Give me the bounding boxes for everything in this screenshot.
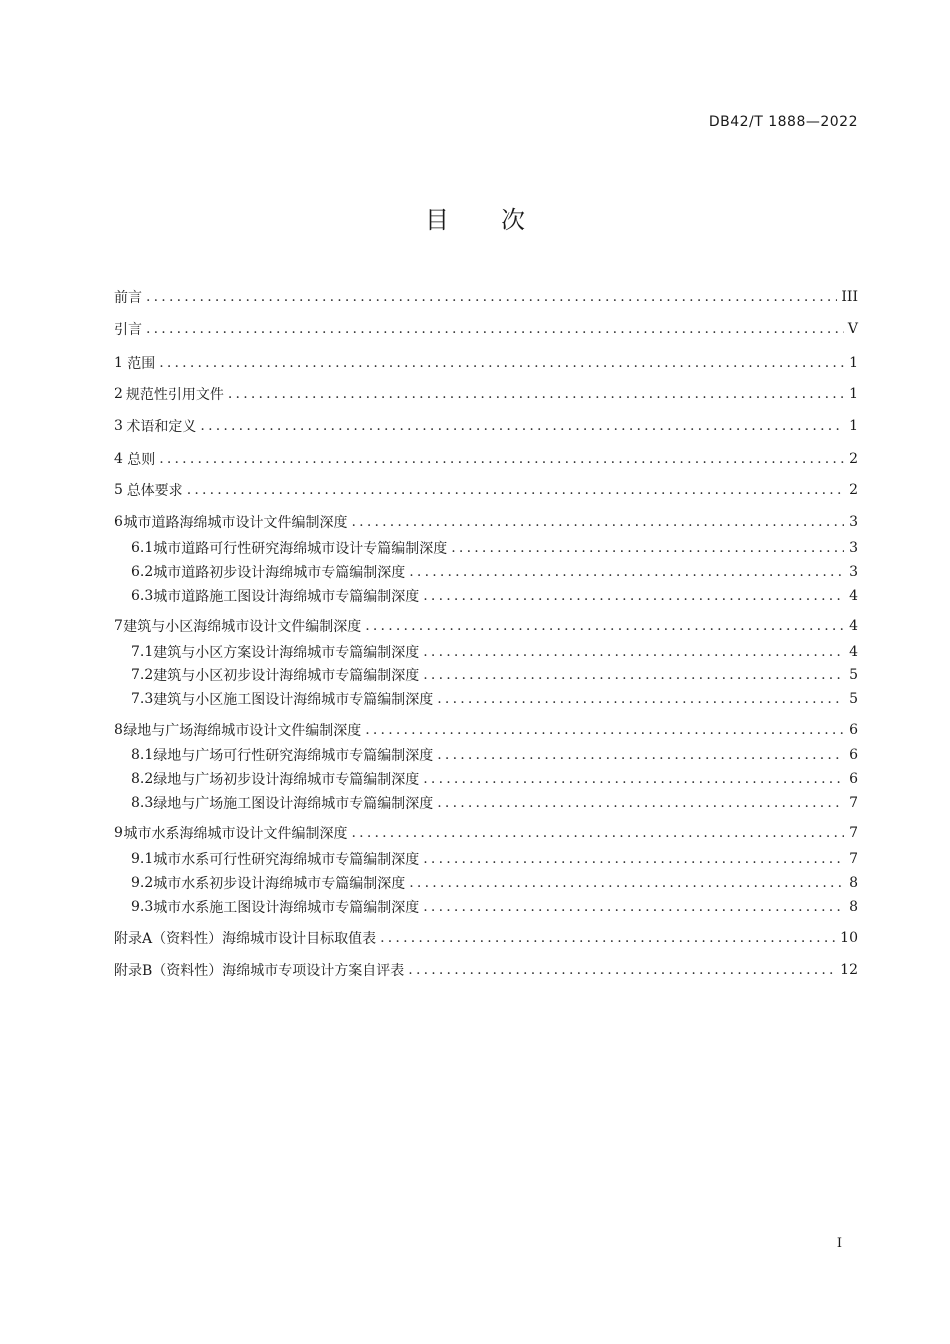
toc-page: 7: [849, 825, 858, 841]
toc-label: 城市水系施工图设计海绵城市专篇编制深度: [153, 900, 420, 916]
toc-entry-appendix-b[interactable]: [114, 959, 858, 981]
toc-entry-7[interactable]: [114, 615, 858, 637]
title-char-1: 目: [425, 206, 449, 234]
toc-page: 6: [849, 722, 858, 738]
toc-label: 总则: [127, 452, 156, 468]
toc-leader: [423, 899, 844, 915]
toc-page: 12: [840, 962, 858, 978]
toc-leader: [228, 386, 844, 402]
toc-page: 5: [849, 691, 858, 707]
toc-leader: [423, 851, 844, 867]
toc-label: 建筑与小区施工图设计海绵城市专篇编制深度: [153, 692, 434, 708]
toc-leader: [200, 418, 844, 434]
toc-entry-4[interactable]: [114, 448, 858, 470]
toc-page: 8: [849, 875, 858, 891]
toc-entry-2[interactable]: [114, 383, 858, 405]
toc-number: 3: [114, 418, 123, 434]
toc-number: 1: [114, 355, 123, 371]
toc-entry-9-1[interactable]: [131, 848, 858, 870]
toc-label: 规范性引用文件: [125, 387, 224, 403]
toc-entry-9[interactable]: [114, 822, 858, 844]
toc-page: 1: [849, 355, 858, 371]
toc-number: 4: [114, 451, 123, 467]
toc-number: 6: [114, 514, 123, 530]
toc-number: 8.1: [131, 747, 154, 763]
toc-leader: [365, 722, 844, 738]
toc-page: 6: [849, 747, 858, 763]
toc-entry-7-3[interactable]: [131, 688, 858, 710]
toc-label: 海绵城市专项设计方案自评表: [222, 963, 405, 979]
toc-label: 总体要求: [126, 483, 183, 499]
toc-leader: [352, 825, 844, 841]
title-char-2: 次: [501, 206, 525, 234]
toc-label: 前言: [114, 290, 142, 306]
toc-leader: [423, 588, 844, 604]
toc-entry-8-1[interactable]: [131, 744, 858, 766]
toc-label: 范围: [127, 356, 156, 372]
toc-entry-6-3[interactable]: [131, 585, 858, 607]
toc-entry-3[interactable]: [114, 415, 858, 437]
toc-leader: [409, 875, 844, 891]
page-title: [0, 200, 950, 235]
toc-label: 绿地与广场海绵城市设计文件编制深度: [123, 723, 362, 739]
toc-number: 9.3: [131, 899, 154, 915]
toc-number: 7.2: [131, 667, 154, 683]
toc-number: 9: [114, 825, 123, 841]
toc-number: 7.3: [131, 691, 154, 707]
toc-page: 2: [849, 482, 858, 498]
toc-page: 6: [849, 771, 858, 787]
toc-leader: [437, 795, 844, 811]
toc-number: 附录B（资料性）: [114, 963, 223, 979]
footer-page-number: I: [836, 1236, 842, 1251]
toc-page: 5: [849, 667, 858, 683]
toc-label: 建筑与小区初步设计海绵城市专篇编制深度: [153, 668, 420, 684]
toc-entry-8-2[interactable]: [131, 768, 858, 790]
toc-leader: [437, 747, 844, 763]
toc-number: 6.3: [131, 588, 154, 604]
toc-label: 绿地与广场可行性研究海绵城市专篇编制深度: [153, 748, 434, 764]
toc-label: 建筑与小区方案设计海绵城市专篇编制深度: [153, 645, 420, 661]
toc-page: 3: [849, 540, 858, 556]
toc-entry-5[interactable]: [114, 479, 858, 501]
toc-leader: [352, 514, 844, 530]
document-code: DB42/T 1888—2022: [708, 114, 858, 130]
toc-leader: [408, 962, 836, 978]
toc-leader: [423, 667, 844, 683]
toc-page: 10: [840, 930, 858, 946]
toc-leader: [365, 618, 844, 634]
toc-number: 9.1: [131, 851, 154, 867]
toc-entry-8-3[interactable]: [131, 792, 858, 814]
toc-entry-8[interactable]: [114, 719, 858, 741]
toc-page: 4: [849, 618, 858, 634]
toc-label: 城市水系初步设计海绵城市专篇编制深度: [153, 876, 406, 892]
toc-page: 4: [849, 644, 858, 660]
toc-number: 6.1: [131, 540, 154, 556]
toc-label: 绿地与广场施工图设计海绵城市专篇编制深度: [153, 796, 434, 812]
toc-page: 2: [849, 451, 858, 467]
toc-leader: [146, 289, 837, 305]
toc-entry-6-2[interactable]: [131, 561, 858, 583]
toc-number: 9.2: [131, 875, 154, 891]
toc-number: 7.1: [131, 644, 154, 660]
toc-entry-9-3[interactable]: [131, 896, 858, 918]
toc-label: 城市道路施工图设计海绵城市专篇编制深度: [153, 589, 420, 605]
toc-leader: [437, 691, 844, 707]
toc-number: 8.2: [131, 771, 154, 787]
toc-page: 7: [849, 795, 858, 811]
toc-leader: [380, 930, 836, 946]
toc-number: 2: [114, 386, 123, 402]
toc-leader: [423, 771, 844, 787]
toc-label: 城市水系可行性研究海绵城市专篇编制深度: [153, 852, 420, 868]
toc-entry-1[interactable]: [114, 352, 858, 374]
toc-label: 城市道路可行性研究海绵城市设计专篇编制深度: [153, 541, 448, 557]
toc-leader: [159, 355, 844, 371]
toc-page: 7: [849, 851, 858, 867]
toc-page: 4: [849, 588, 858, 604]
toc-label: 术语和定义: [126, 419, 197, 435]
toc-number: 8: [114, 722, 123, 738]
toc-label: 城市水系海绵城市设计文件编制深度: [123, 826, 348, 842]
toc-number: 7: [114, 618, 123, 634]
toc-leader: [423, 644, 844, 660]
toc-number: 8.3: [131, 795, 154, 811]
toc-page: III: [841, 289, 858, 305]
toc-page: V: [847, 321, 858, 337]
toc-number: 附录A（资料性）: [114, 931, 223, 947]
toc-leader: [187, 482, 844, 498]
toc-page: 8: [849, 899, 858, 915]
toc-entry-foreword[interactable]: [114, 286, 858, 308]
toc-leader: [409, 564, 844, 580]
toc-entry-7-1[interactable]: [131, 641, 858, 663]
toc-entry-appendix-a[interactable]: [114, 927, 858, 949]
toc-label: 城市道路初步设计海绵城市专篇编制深度: [153, 565, 406, 581]
toc-leader: [451, 540, 844, 556]
toc-entry-6[interactable]: [114, 511, 858, 533]
toc-entry-7-2[interactable]: [131, 664, 858, 686]
toc-number: 5: [114, 482, 123, 498]
toc-page: 3: [849, 514, 858, 530]
toc-entry-introduction[interactable]: [114, 318, 858, 340]
toc-label: 城市道路海绵城市设计文件编制深度: [123, 515, 348, 531]
toc-page: 3: [849, 564, 858, 580]
toc-entry-9-2[interactable]: [131, 872, 858, 894]
toc-leader: [146, 321, 844, 337]
toc-entry-6-1[interactable]: [131, 537, 858, 559]
toc-label: 引言: [114, 322, 142, 338]
toc-label: 绿地与广场初步设计海绵城市专篇编制深度: [153, 772, 420, 788]
toc-page: 1: [849, 418, 858, 434]
toc-page: 1: [849, 386, 858, 402]
toc-number: 6.2: [131, 564, 154, 580]
toc-label: 海绵城市设计目标取值表: [222, 931, 377, 947]
toc-label: 建筑与小区海绵城市设计文件编制深度: [123, 619, 362, 635]
toc-leader: [159, 451, 844, 467]
